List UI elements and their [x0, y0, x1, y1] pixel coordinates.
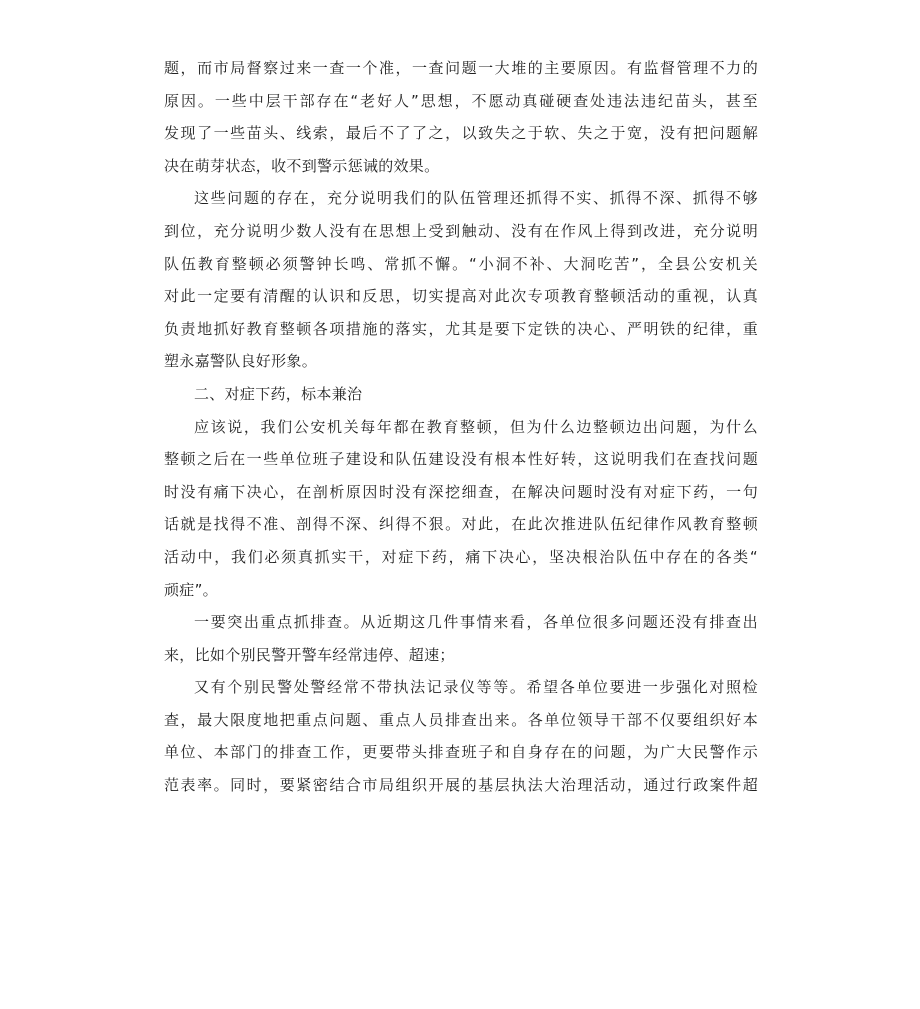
document-body — [164, 52, 758, 802]
text-line: 这些问题的存在，充分说明我们的队伍管理还抓得不实、抓得不深、抓得不够 — [194, 189, 758, 208]
text-line: 单位、本部门的排查工作，更要带头排查班子和自身存在的问题，为广大民警作示 — [164, 743, 758, 762]
text-line: 范表率。同时，要紧密结合市局组织开展的基层执法大治理活动，通过行政案件超 — [164, 776, 758, 795]
text-line: 时没有痛下决心，在剖析原因时没有深挖细查，在解决问题时没有对症下药，一句 — [164, 482, 758, 501]
text-line: 顽症”。 — [164, 580, 218, 599]
text-line: 话就是找得不准、剖得不深、纠得不狠。对此，在此次推进队伍纪律作风教育整顿 — [164, 515, 758, 534]
text-line: 应该说，我们公安机关每年都在教育整顿，但为什么边整顿边出问题，为什么 — [194, 417, 758, 436]
text-line: 对此一定要有清醒的认识和反思，切实提高对此次专项教育整顿活动的重视，认真 — [164, 287, 758, 306]
text-line: 查，最大限度地把重点问题、重点人员排查出来。各单位领导干部不仅要组织好本 — [164, 710, 758, 729]
text-line: 整顿之后在一些单位班子建设和队伍建设没有根本性好转，这说明我们在查找问题 — [164, 450, 758, 469]
text-line: 到位，充分说明少数人没有在思想上受到触动、没有在作风上得到改进，充分说明 — [164, 221, 758, 240]
text-line: 活动中，我们必须真抓实干，对症下药，痛下决心，坚决根治队伍中存在的各类“ — [164, 547, 758, 566]
text-line: 来，比如个别民警开警车经常违停、超速； — [164, 645, 455, 664]
text-line: 塑永嘉警队良好形象。 — [164, 352, 318, 371]
text-line: 题，而市局督察过来一查一个准，一查问题一大堆的主要原因。有监督管理不力的 — [164, 59, 758, 77]
section-heading: 二、对症下药，标本兼治 — [194, 384, 363, 403]
text-line: 发现了一些苗头、线索，最后不了了之，以致失之于软、失之于宽，没有把问题解 — [164, 124, 758, 143]
text-line: 决在萌芽状态，收不到警示惩诫的效果。 — [164, 156, 440, 175]
text-line: 一要突出重点抓排查。从近期这几件事情来看，各单位很多问题还没有排查出 — [194, 613, 758, 632]
text-line: 原因。一些中层干部存在“老好人”思想，不愿动真碰硬查处违法违纪苗头，甚至 — [164, 91, 758, 110]
text-line: 队伍教育整顿必须警钟长鸣、常抓不懈。“小洞不补、大洞吃苦”，全县公安机关 — [164, 254, 758, 273]
text-line: 又有个别民警处警经常不带执法记录仪等等。希望各单位要进一步强化对照检 — [194, 678, 758, 697]
text-line: 负责地抓好教育整顿各项措施的落实，尤其是要下定铁的决心、严明铁的纪律，重 — [164, 319, 758, 338]
